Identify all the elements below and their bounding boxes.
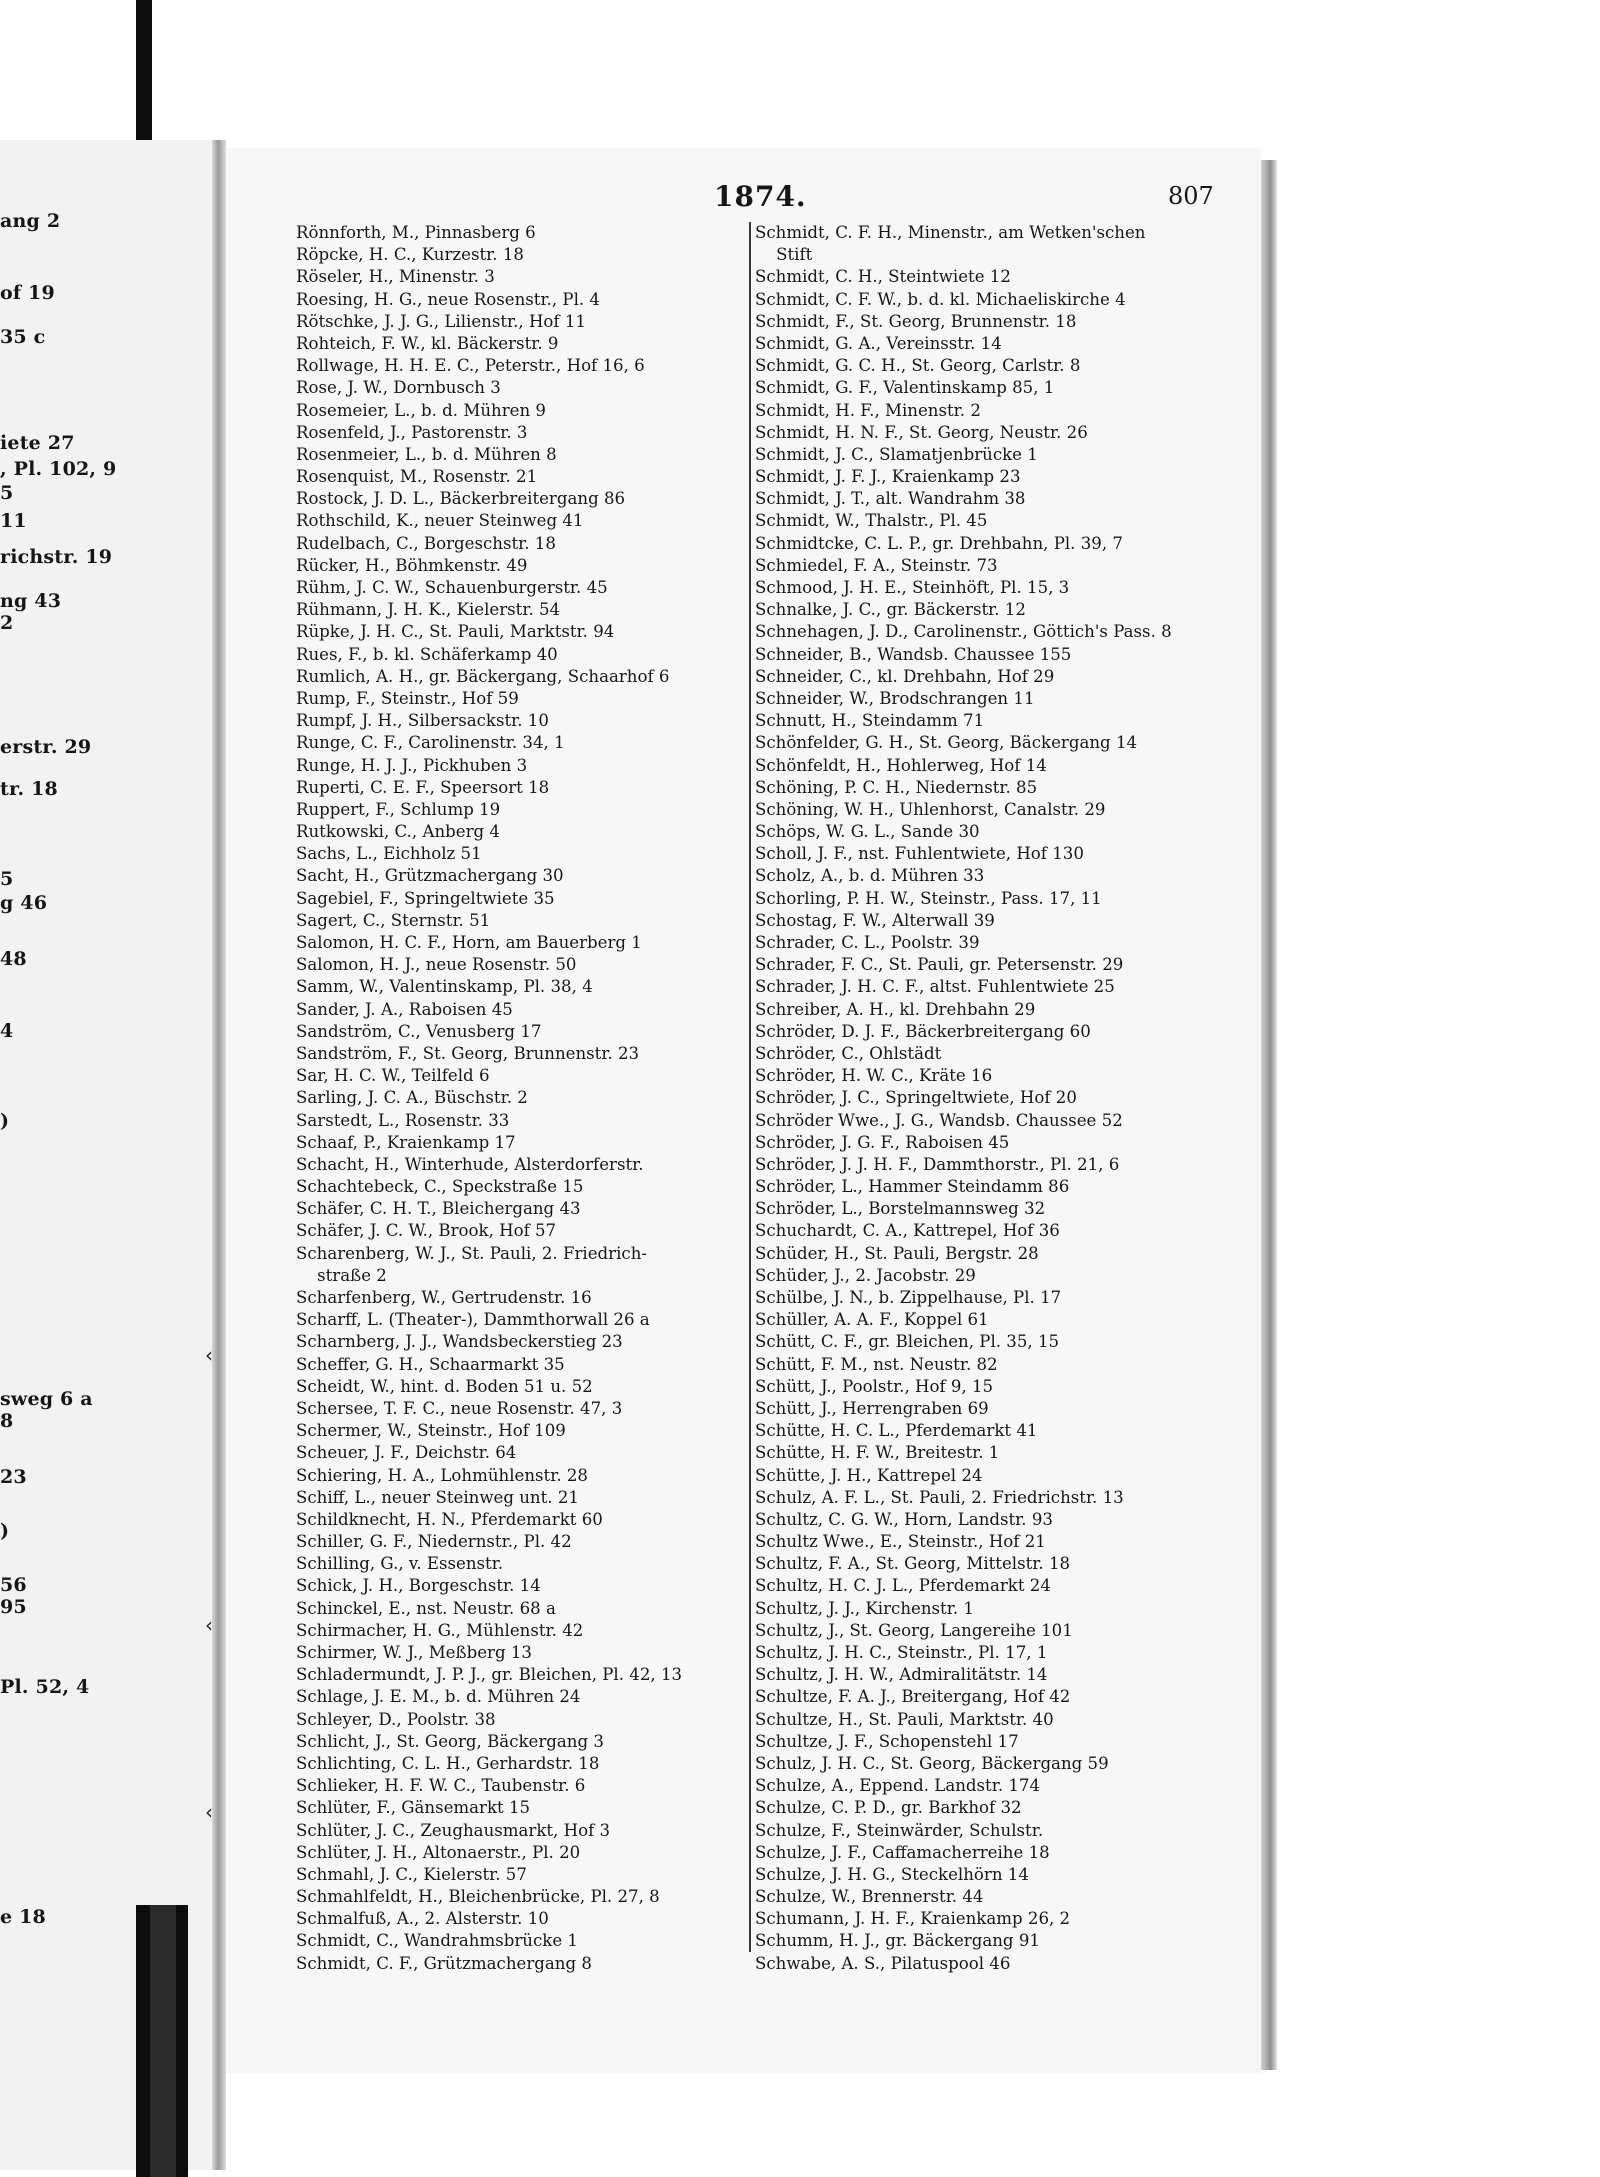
directory-entry: Rüpke, J. H. C., St. Pauli, Marktstr. 94 [296,622,615,642]
directory-entry: Schacht, H., Winterhude, Alsterdorferstr. [296,1154,644,1174]
left-page-fragment: 5 [0,868,14,890]
left-page-fragment: , Pl. 102, 9 [0,458,117,480]
directory-entry: Schrader, C. L., Poolstr. 39 [755,933,980,952]
directory-entry: Schultz, J. H. C., Steinstr., Pl. 17, 1 [755,1643,1048,1662]
directory-entry: Schultze, J. F., Schopenstehl 17 [755,1731,1019,1751]
directory-entry: Schöps, W. G. L., Sande 30 [755,822,980,842]
directory-entry: Schüder, H., St. Pauli, Bergstr. 28 [755,1243,1039,1263]
column-divider [749,222,751,1952]
directory-entry: Schersee, T. F. C., neue Rosenstr. 47, 3 [296,1398,623,1418]
directory-entry: Schulze, J. F., Caffamacherreihe 18 [755,1842,1050,1862]
directory-entry: Schönfeldt, H., Hohlerweg, Hof 14 [755,755,1047,775]
left-page-fragment: 2 [0,612,14,634]
left-page-fragment: 11 [0,510,27,532]
directory-entry: Sandström, C., Venusberg 17 [296,1021,542,1041]
directory-entry: Rues, F., b. kl. Schäferkamp 40 [296,644,558,664]
directory-entry: Schmidt, G. A., Vereinsstr. 14 [755,333,1002,353]
directory-entry: Schultz, J., St. Georg, Langereihe 101 [755,1620,1073,1640]
directory-entry: Schmahl, J. C., Kielerstr. 57 [296,1864,527,1884]
left-page-fragment: ng 43 [0,590,62,612]
directory-entry: Schilling, G., v. Essenstr. [296,1554,504,1574]
directory-entry: Schmidt, J. F. J., Kraienkamp 23 [755,467,1021,487]
directory-entry: Rosenmeier, L., b. d. Mühren 8 [296,444,557,464]
directory-entry: Schuchardt, C. A., Kattrepel, Hof 36 [755,1221,1060,1241]
directory-entry: Schäfer, C. H. T., Bleichergang 43 [296,1199,581,1219]
left-page-fragment: 95 [0,1596,27,1618]
left-page-fragment: ) [0,1520,10,1542]
left-page-fragment: of 19 [0,282,55,304]
directory-entry: Schüder, J., 2. Jacobstr. 29 [755,1265,976,1285]
directory-entry: Schulze, J. H. G., Steckelhörn 14 [755,1864,1029,1884]
directory-entry: Schöning, W. H., Uhlenhorst, Canalstr. 29 [755,799,1106,819]
directory-entry: Schmidt, H. N. F., St. Georg, Neustr. 26 [755,422,1088,442]
directory-entry: Rücker, H., Böhmkenstr. 49 [296,555,528,575]
directory-entry: Schröder, J. G. F., Raboisen 45 [755,1132,1010,1152]
directory-entry: Schmidt, F., St. Georg, Brunnenstr. 18 [755,311,1077,331]
directory-entry: Röpcke, H. C., Kurzestr. 18 [296,245,524,265]
directory-entry: Schirmacher, H. G., Mühlenstr. 42 [296,1620,584,1640]
directory-entry: Schröder Wwe., J. G., Wandsb. Chaussee 52 [755,1110,1123,1130]
directory-entry: Schultze, F. A. J., Breitergang, Hof 42 [755,1687,1071,1707]
gutter-shadow [212,140,226,2170]
directory-entry: Sarling, J. C. A., Büschstr. 2 [296,1088,528,1108]
directory-entry: Schlichting, C. L. H., Gerhardstr. 18 [296,1753,600,1773]
margin-tick-mark: ‹ [205,1343,213,1367]
directory-entry: Schultz, H. C. J. L., Pferdemarkt 24 [755,1576,1051,1596]
left-page-edge [0,140,222,2170]
directory-entry: Schlüter, J. H., Altonaerstr., Pl. 20 [296,1842,581,1862]
book-binding-bottom-inner [150,1905,176,2177]
directory-entry: Scharfenberg, W., Gertrudenstr. 16 [296,1288,592,1307]
directory-column-left [296,222,748,1975]
left-page-fragment: 8 [0,1410,14,1432]
directory-entry: Scheidt, W., hint. d. Boden 51 u. 52 [296,1376,593,1396]
directory-entry: Schütte, H. C. L., Pferdemarkt 41 [755,1421,1038,1441]
directory-entry: Schwabe, A. S., Pilatuspool 46 [755,1953,1011,1973]
directory-entry: Rostock, J. D. L., Bäckerbreitergang 86 [296,489,626,509]
directory-entry: Schröder, J. J. H. F., Dammthorstr., Pl. 21, 6 [755,1154,1120,1174]
left-page-fragment: 48 [0,948,27,970]
directory-entry: Schönfelder, G. H., St. Georg, Bäckergang 14 [755,733,1138,753]
directory-entry: Schiller, G. F., Niedernstr., Pl. 42 [296,1532,572,1552]
left-page-fragment: ) [0,1110,10,1132]
directory-entry: Schmiedel, F. A., Steinstr. 73 [755,555,998,575]
directory-entry: Schnehagen, J. D., Carolinenstr., Göttich's Pass. 8 [755,622,1172,642]
directory-entry: Schmidt, J. C., Slamatjenbrücke 1 [755,444,1038,464]
directory-entry: Schumm, H. J., gr. Bäckergang 91 [755,1931,1040,1951]
directory-entry: Rollwage, H. H. E. C., Peterstr., Hof 16, 6 [296,356,645,376]
directory-entry: Sagebiel, F., Springeltwiete 35 [296,888,555,908]
directory-entry: Schröder, J. C., Springeltwiete, Hof 20 [755,1088,1077,1108]
directory-entry: Scheuer, J. F., Deichstr. 64 [296,1443,517,1463]
left-page-fragment: sweg 6 a [0,1388,93,1410]
directory-entry: Schäfer, J. C. W., Brook, Hof 57 [296,1221,557,1241]
directory-entry: Schmidt, C. H., Steintwiete 12 [755,267,1011,287]
left-page-fragment: 5 [0,482,14,504]
directory-column-right [755,222,1245,1975]
directory-entry: Schmidt, C. F., Grützmachergang 8 [296,1953,592,1973]
page-edge-shadow [1261,160,1277,2070]
left-page-fragment: iete 27 [0,432,75,454]
directory-entry: Schneider, C., kl. Drehbahn, Hof 29 [755,666,1055,686]
left-page-fragment: richstr. 19 [0,546,113,568]
directory-entry: Röseler, H., Minenstr. 3 [296,267,495,287]
directory-entry: Rohteich, F. W., kl. Bäckerstr. 9 [296,333,559,353]
margin-tick-mark: ‹ [205,1800,213,1824]
directory-entry: Rothschild, K., neuer Steinweg 41 [296,511,584,531]
directory-entry: Schmidt, C., Wandrahmsbrücke 1 [296,1931,578,1951]
directory-entry: Schulze, W., Brennerstr. 44 [755,1887,984,1907]
directory-entry: Schick, J. H., Borgeschstr. 14 [296,1576,541,1596]
directory-entry: Schleyer, D., Poolstr. 38 [296,1709,496,1729]
directory-entry: Schülbe, J. N., b. Zippelhause, Pl. 17 [755,1288,1062,1307]
directory-entry: Schultz Wwe., E., Steinstr., Hof 21 [755,1532,1046,1552]
directory-entry: Schildknecht, H. N., Pferdemarkt 60 [296,1509,603,1529]
directory-entry: Sagert, C., Sternstr. 51 [296,910,491,930]
directory-entry: Schlieker, H. F. W. C., Taubenstr. 6 [296,1776,586,1796]
directory-entry: Schulz, A. F. L., St. Pauli, 2. Friedrichstr. 13 [755,1487,1124,1507]
directory-entry: Schultz, F. A., St. Georg, Mittelstr. 18 [755,1554,1071,1574]
directory-entry: Salomon, H. C. F., Horn, am Bauerberg 1 [296,933,642,952]
directory-entry: Scheffer, G. H., Schaarmarkt 35 [296,1354,565,1374]
directory-entry: Scholl, J. F., nst. Fuhlentwiete, Hof 130 [755,844,1084,864]
directory-entry: Schröder, C., Ohlstädt [755,1043,942,1063]
directory-entry: Schreiber, A. H., kl. Drehbahn 29 [755,999,1036,1019]
directory-entry: Ruperti, C. E. F., Speersort 18 [296,777,550,797]
directory-entry: Salomon, H. J., neue Rosenstr. 50 [296,955,577,975]
left-page-fragment: 56 [0,1574,27,1596]
directory-entry: Schneider, W., Brodschrangen 11 [755,688,1035,708]
directory-entry: Schmood, J. H. E., Steinhöft, Pl. 15, 3 [755,578,1070,597]
directory-entry: Sarstedt, L., Rosenstr. 33 [296,1110,510,1130]
directory-entry: Sacht, H., Grützmachergang 30 [296,866,564,886]
directory-entry: Schmidt, G. F., Valentinskamp 85, 1 [755,378,1055,398]
directory-entry: Schmidt, C. F. H., Minenstr., am Wetken'schen [755,223,1146,242]
directory-entry: Schirmer, W. J., Meßberg 13 [296,1643,532,1662]
directory-entry: Schöning, P. C. H., Niedernstr. 85 [755,777,1038,797]
left-page-fragment: tr. 18 [0,778,58,800]
directory-entry: Schnalke, J. C., gr. Bäckerstr. 12 [755,600,1026,620]
directory-entry: Schmidt, J. T., alt. Wandrahm 38 [755,489,1026,509]
directory-entry: Runge, H. J. J., Pickhuben 3 [296,755,528,775]
directory-entry: Schrader, F. C., St. Pauli, gr. Petersenstr. 29 [755,955,1124,975]
directory-entry: Schumann, J. H. F., Kraienkamp 26, 2 [755,1909,1071,1929]
directory-entry: Schütt, J., Herrengraben 69 [755,1398,989,1418]
left-page-fragment: ang 2 [0,210,61,232]
directory-entry: Schaaf, P., Kraienkamp 17 [296,1132,516,1152]
directory-entry: Rudelbach, C., Borgeschstr. 18 [296,533,556,553]
directory-entry: Schröder, L., Hammer Steindamm 86 [755,1177,1070,1197]
directory-entry: Schorling, P. H. W., Steinstr., Pass. 17, 11 [755,888,1102,908]
left-page-fragment: g 46 [0,892,48,914]
directory-entry: Schlüter, J. C., Zeughausmarkt, Hof 3 [296,1820,611,1840]
directory-entry: Rumlich, A. H., gr. Bäckergang, Schaarhof 6 [296,666,670,686]
directory-entry: Rosemeier, L., b. d. Mühren 9 [296,400,546,420]
directory-entry: Sachs, L., Eichholz 51 [296,844,482,864]
directory-entry: Scharenberg, W. J., St. Pauli, 2. Friedrich- [296,1243,647,1263]
directory-entry: Schröder, L., Borstelmannsweg 32 [755,1199,1046,1219]
directory-entry: Rump, F., Steinstr., Hof 59 [296,688,519,708]
directory-entry: Schütt, F. M., nst. Neustr. 82 [755,1354,998,1374]
directory-entry: Schröder, H. W. C., Kräte 16 [755,1066,993,1086]
directory-entry: Stift [755,245,813,265]
directory-entry: Schinckel, E., nst. Neustr. 68 a [296,1598,556,1618]
directory-entry: Sander, J. A., Raboisen 45 [296,999,513,1019]
margin-tick-mark: ‹ [205,1613,213,1637]
page-year: 1874. [714,180,807,213]
directory-entry: Schröder, D. J. F., Bäckerbreitergang 60 [755,1021,1091,1041]
directory-entry: Schüller, A. A. F., Koppel 61 [755,1310,989,1330]
directory-entry: Schladermundt, J. P. J., gr. Bleichen, Pl. 42, 13 [296,1665,683,1685]
directory-entry: Schlüter, F., Gänsemarkt 15 [296,1798,531,1818]
directory-entry: Rühm, J. C. W., Schauenburgerstr. 45 [296,578,608,597]
directory-entry: Rumpf, J. H., Silbersackstr. 10 [296,711,549,731]
directory-entry: Schulz, J. H. C., St. Georg, Bäckergang 59 [755,1753,1109,1773]
directory-entry: straße 2 [296,1265,387,1285]
directory-entry: Scharff, L. (Theater-), Dammthorwall 26 a [296,1310,650,1330]
directory-entry: Schmahlfeldt, H., Bleichenbrücke, Pl. 27, 8 [296,1887,660,1907]
directory-entry: Ruppert, F., Schlump 19 [296,799,501,819]
directory-entry: Roesing, H. G., neue Rosenstr., Pl. 4 [296,289,600,309]
left-page-fragment: 4 [0,1020,14,1042]
directory-entry: Schiff, L., neuer Steinweg unt. 21 [296,1487,579,1507]
directory-entry: Schiering, H. A., Lohmühlenstr. 28 [296,1465,588,1485]
directory-entry: Schütte, J. H., Kattrepel 24 [755,1465,983,1485]
directory-entry: Scharnberg, J. J., Wandsbeckerstieg 23 [296,1332,623,1352]
page-number: 807 [1168,182,1214,210]
directory-entry: Schmidt, G. C. H., St. Georg, Carlstr. 8 [755,356,1081,376]
directory-entry: Schulze, F., Steinwärder, Schulstr. [755,1820,1044,1840]
directory-entry: Schultz, C. G. W., Horn, Landstr. 93 [755,1509,1053,1529]
directory-entry: Schachtebeck, C., Speckstraße 15 [296,1177,584,1197]
directory-entry: Runge, C. F., Carolinenstr. 34, 1 [296,733,565,753]
directory-entry: Schmidt, C. F. W., b. d. kl. Michaeliskirche 4 [755,289,1126,309]
directory-entry: Schulze, C. P. D., gr. Barkhof 32 [755,1798,1022,1818]
directory-entry: Schmidt, W., Thalstr., Pl. 45 [755,511,988,531]
directory-entry: Schnutt, H., Steindamm 71 [755,711,985,731]
directory-entry: Rosenfeld, J., Pastorenstr. 3 [296,422,528,442]
directory-entry: Sar, H. C. W., Teilfeld 6 [296,1066,490,1086]
directory-entry: Rönnforth, M., Pinnasberg 6 [296,223,536,242]
left-page-fragment: erstr. 29 [0,736,92,758]
directory-entry: Sandström, F., St. Georg, Brunnenstr. 23 [296,1043,640,1063]
directory-entry: Schlage, J. E. M., b. d. Mühren 24 [296,1687,581,1707]
directory-entry: Schmidt, H. F., Minenstr. 2 [755,400,981,420]
directory-entry: Schulze, A., Eppend. Landstr. 174 [755,1776,1041,1796]
directory-entry: Schneider, B., Wandsb. Chaussee 155 [755,644,1072,664]
left-page-fragment: 23 [0,1466,27,1488]
directory-entry: Rötschke, J. J. G., Lilienstr., Hof 11 [296,311,586,331]
directory-entry: Schmidtcke, C. L. P., gr. Drehbahn, Pl. 39, 7 [755,533,1123,553]
directory-entry: Rosenquist, M., Rosenstr. 21 [296,467,538,487]
left-page-fragment: 35 c [0,326,46,348]
directory-entry: Schermer, W., Steinstr., Hof 109 [296,1421,566,1441]
left-page-fragment: e 18 [0,1906,46,1928]
directory-entry: Schütt, J., Poolstr., Hof 9, 15 [755,1376,994,1396]
directory-entry: Rutkowski, C., Anberg 4 [296,822,500,842]
directory-entry: Rose, J. W., Dornbusch 3 [296,378,501,398]
directory-entry: Schrader, J. H. C. F., altst. Fuhlentwiete 25 [755,977,1115,997]
directory-entry: Schultz, J. J., Kirchenstr. 1 [755,1598,974,1618]
directory-entry: Schütt, C. F., gr. Bleichen, Pl. 35, 15 [755,1332,1060,1352]
book-binding-top [136,0,152,140]
directory-entry: Schlicht, J., St. Georg, Bäckergang 3 [296,1731,604,1751]
directory-entry: Schmalfuß, A., 2. Alsterstr. 10 [296,1909,549,1929]
directory-entry: Schultze, H., St. Pauli, Marktstr. 40 [755,1709,1054,1729]
directory-entry: Schostag, F. W., Alterwall 39 [755,910,995,930]
directory-entry: Schütte, H. F. W., Breitestr. 1 [755,1443,1000,1463]
left-page-fragment: Pl. 52, 4 [0,1676,90,1698]
directory-entry: Scholz, A., b. d. Mühren 33 [755,866,985,886]
directory-entry: Schultz, J. H. W., Admiralitätstr. 14 [755,1665,1048,1685]
directory-entry: Samm, W., Valentinskamp, Pl. 38, 4 [296,977,593,997]
directory-entry: Rühmann, J. H. K., Kielerstr. 54 [296,600,561,620]
